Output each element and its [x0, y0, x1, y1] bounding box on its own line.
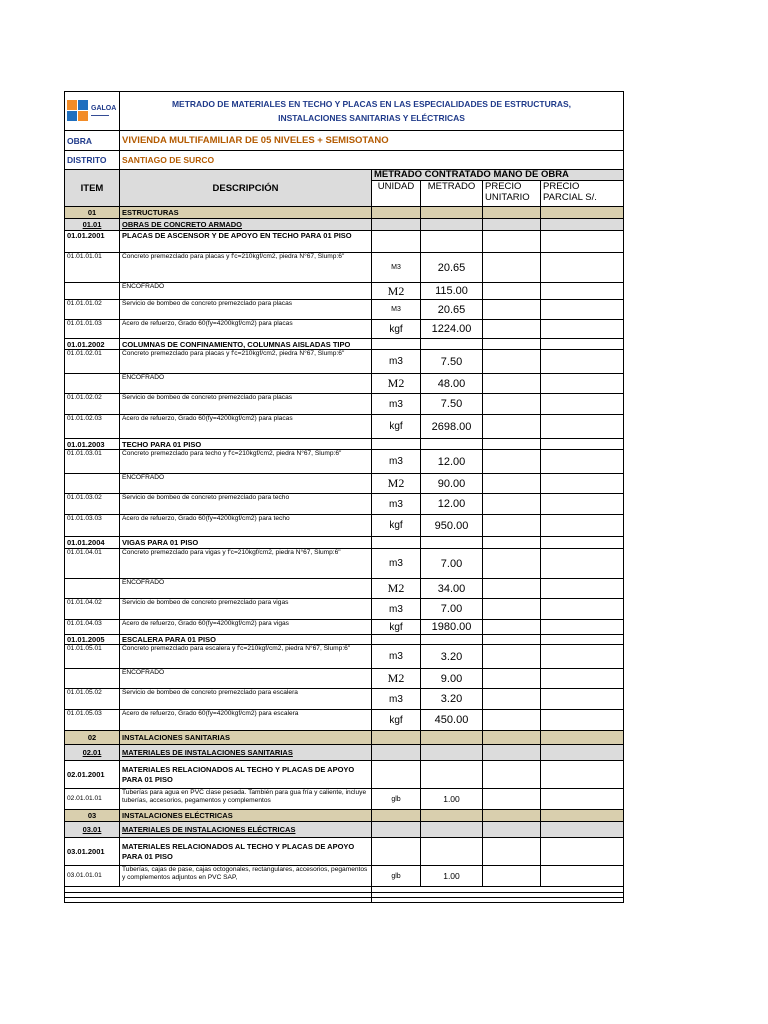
table-row — [65, 474, 624, 494]
table-row — [65, 689, 624, 710]
desc-cell: ENCOFRADO — [120, 283, 372, 300]
item-cell: 01.01.01.01 — [65, 253, 120, 283]
table-footer-row — [65, 898, 624, 903]
table-row — [65, 350, 624, 374]
item-cell: 01.01.02.01 — [65, 350, 120, 374]
qty-cell: 7.50 — [421, 394, 483, 415]
desc-cell: COLUMNAS DE CONFINAMIENTO, COLUMNAS AISLADAS TIPO — [120, 339, 372, 350]
table-row — [65, 374, 624, 394]
item-cell: 01.01.2003 — [65, 439, 120, 450]
distrito-label: DISTRITO — [65, 151, 120, 170]
qty-cell: 20.65 — [421, 300, 483, 320]
table-row — [65, 710, 624, 731]
unit-cell: M3 — [372, 253, 421, 283]
table-row — [65, 283, 624, 300]
table-row — [65, 731, 624, 745]
desc-cell: Concreto premezclado para escalera y f'c=210kgf/cm2, piedra N°67, Slump:6" — [120, 645, 372, 669]
desc-cell: Servicio de bombeo de concreto premezclado para escalera — [120, 689, 372, 710]
table-row — [65, 300, 624, 320]
item-cell: 01.01.05.02 — [65, 689, 120, 710]
item-cell: 02.01.2001 — [65, 761, 120, 789]
item-cell: 01.01.05.01 — [65, 645, 120, 669]
qty-cell: 7.00 — [421, 599, 483, 620]
desc-cell: ENCOFRADO — [120, 579, 372, 599]
logo-mark-icon — [67, 100, 89, 122]
desc-cell: MATERIALES RELACIONADOS AL TECHO Y PLACAS DE APOYO PARA 01 PISO — [120, 838, 372, 866]
item-cell: 03.01 — [65, 822, 120, 838]
item-cell: 03.01.01.01 — [65, 866, 120, 887]
table-row — [65, 822, 624, 838]
unit-cell: M2 — [372, 579, 421, 599]
qty-cell: 90.00 — [421, 474, 483, 494]
unit-cell: M3 — [372, 300, 421, 320]
item-header: ITEM — [65, 170, 120, 207]
desc-cell: INSTALACIONES SANITARIAS — [120, 731, 372, 745]
table-row — [65, 549, 624, 579]
table-row — [65, 599, 624, 620]
distrito-row — [65, 151, 624, 170]
qty-cell: 1.00 — [421, 866, 483, 887]
desc-cell: Concreto premezclado para placas y f'c=210kgf/cm2, piedra N°67, Slump:6" — [120, 350, 372, 374]
item-cell: 01.01.05.03 — [65, 710, 120, 731]
desc-cell: Servicio de bombeo de concreto premezclado para placas — [120, 394, 372, 415]
unit-cell: kgf — [372, 620, 421, 635]
table-row — [65, 745, 624, 761]
desc-cell: Servicio de bombeo de concreto premezclado para techo — [120, 494, 372, 515]
qty-cell: 1224.00 — [421, 320, 483, 339]
desc-cell: Acero de refuerzo, Grado 60(fy=4200kgf/cm2) para techo — [120, 515, 372, 537]
company-logo: GALOA ▬▬▬▬▬▬ — [67, 100, 117, 122]
desc-cell: ENCOFRADO — [120, 474, 372, 494]
desc-cell: Servicio de bombeo de concreto premezclado para vigas — [120, 599, 372, 620]
item-cell: 01.01.04.01 — [65, 549, 120, 579]
qty-cell: 12.00 — [421, 450, 483, 474]
group-header: METRADO CONTRATADO MANO DE OBRA — [372, 170, 624, 181]
qty-cell: 950.00 — [421, 515, 483, 537]
desc-cell: Concreto premezclado para techo y f'c=210kgf/cm2, piedra N°67, Slump:6" — [120, 450, 372, 474]
table-row — [65, 320, 624, 339]
desc-cell: Tuberías para agua en PVC clase pesada. También para gua fría y caliente, incluye tuberías, accesorios, pegamentos y complementos — [120, 789, 372, 810]
qty-cell: 9.00 — [421, 669, 483, 689]
item-cell: 01.01.01.02 — [65, 300, 120, 320]
item-cell: 03.01.2001 — [65, 838, 120, 866]
unit-cell: kgf — [372, 320, 421, 339]
table-row — [65, 231, 624, 253]
unit-cell: kgf — [372, 415, 421, 439]
table-row — [65, 253, 624, 283]
desc-cell: TECHO PARA 01 PISO — [120, 439, 372, 450]
title-row — [65, 92, 624, 131]
unit-cell: m3 — [372, 549, 421, 579]
desc-cell: VIGAS PARA 01 PISO — [120, 537, 372, 549]
table-row — [65, 838, 624, 866]
obra-value: VIVIENDA MULTIFAMILIAR DE 05 NIVELES + SEMISOTANO — [120, 131, 624, 151]
item-cell: 01 — [65, 207, 120, 219]
desc-cell: Acero de refuerzo, Grado 60(fy=4200kgf/cm2) para escalera — [120, 710, 372, 731]
title-line-1: METRADO DE MATERIALES EN TECHO Y PLACAS EN LAS ESPECIALIDADES DE ESTRUCTURAS, — [171, 99, 572, 109]
qty-cell: 450.00 — [421, 710, 483, 731]
unit-cell: m3 — [372, 494, 421, 515]
table-row — [65, 219, 624, 231]
qty-cell: 20.65 — [421, 253, 483, 283]
desc-cell: Acero de refuerzo, Grado 60(fy=4200kgf/cm2) para placas — [120, 415, 372, 439]
unit-cell: m3 — [372, 689, 421, 710]
table-row — [65, 669, 624, 689]
title-line-2: INSTALACIONES SANITARIAS Y ELÉCTRICAS — [278, 113, 465, 123]
unit-cell: m3 — [372, 394, 421, 415]
item-cell: 01.01.2005 — [65, 635, 120, 645]
desc-cell: MATERIALES DE INSTALACIONES SANITARIAS — [120, 745, 372, 761]
materials-sheet — [64, 91, 623, 903]
unit-cell: kgf — [372, 515, 421, 537]
qty-cell: 3.20 — [421, 645, 483, 669]
qty-cell: 1980.00 — [421, 620, 483, 635]
item-cell: 01.01.2002 — [65, 339, 120, 350]
table-row — [65, 635, 624, 645]
qty-cell: 115.00 — [421, 283, 483, 300]
item-cell: 01.01.04.03 — [65, 620, 120, 635]
desc-cell: OBRAS DE CONCRETO ARMADO — [120, 219, 372, 231]
metrado-header: METRADO — [421, 181, 483, 207]
metrado-table — [64, 91, 624, 903]
unit-cell: M2 — [372, 374, 421, 394]
unit-cell: glb — [372, 789, 421, 810]
desc-cell: MATERIALES DE INSTALACIONES ELÉCTRICAS — [120, 822, 372, 838]
unit-cell: m3 — [372, 645, 421, 669]
desc-cell: Acero de refuerzo, Grado 60(fy=4200kgf/cm2) para vigas — [120, 620, 372, 635]
qty-cell: 12.00 — [421, 494, 483, 515]
item-cell: 02.01.01.01 — [65, 789, 120, 810]
item-cell: 01.01.01.03 — [65, 320, 120, 339]
table-row — [65, 620, 624, 635]
table-row — [65, 394, 624, 415]
table-row — [65, 579, 624, 599]
item-cell: 01.01.2001 — [65, 231, 120, 253]
unit-cell: M2 — [372, 283, 421, 300]
document-title — [120, 92, 624, 131]
qty-cell: 7.50 — [421, 350, 483, 374]
table-row — [65, 645, 624, 669]
desc-cell: ESTRUCTURAS — [120, 207, 372, 219]
table-row — [65, 761, 624, 789]
table-row — [65, 450, 624, 474]
desc-cell: Tuberías, cajas de pase, cajas octogonales, rectangulares, accesorios, pegamentos y complementos adjuntos en PVC SAP, — [120, 866, 372, 887]
table-row — [65, 339, 624, 350]
qty-cell: 3.20 — [421, 689, 483, 710]
table-row — [65, 415, 624, 439]
item-cell: 01.01.04.02 — [65, 599, 120, 620]
item-cell: 01.01.03.02 — [65, 494, 120, 515]
obra-label: OBRA — [65, 131, 120, 151]
item-cell: 03 — [65, 810, 120, 822]
unit-cell: M2 — [372, 669, 421, 689]
item-cell: 01.01.2004 — [65, 537, 120, 549]
desc-cell: MATERIALES RELACIONADOS AL TECHO Y PLACAS DE APOYO PARA 01 PISO — [120, 761, 372, 789]
column-group-row — [65, 170, 624, 181]
item-cell: 01.01.03.01 — [65, 450, 120, 474]
table-row — [65, 789, 624, 810]
qty-cell: 2698.00 — [421, 415, 483, 439]
logo-cell — [65, 92, 120, 131]
qty-cell: 48.00 — [421, 374, 483, 394]
table-row — [65, 537, 624, 549]
item-cell: 01.01.02.03 — [65, 415, 120, 439]
precio-unitario-header: PRECIO UNITARIO — [483, 181, 541, 207]
precio-parcial-header: PRECIO PARCIAL S/. — [541, 181, 624, 207]
table-row — [65, 515, 624, 537]
descripcion-header: DESCRIPCIÓN — [120, 170, 372, 207]
desc-cell: ENCOFRADO — [120, 669, 372, 689]
desc-cell: Concreto premezclado para placas y f'c=210kgf/cm2, piedra N°67, Slump:6" — [120, 253, 372, 283]
desc-cell: INSTALACIONES ELÉCTRICAS — [120, 810, 372, 822]
qty-cell: 7.00 — [421, 549, 483, 579]
item-cell: 02 — [65, 731, 120, 745]
item-cell: 02.01 — [65, 745, 120, 761]
unit-cell: glb — [372, 866, 421, 887]
desc-cell: ESCALERA PARA 01 PISO — [120, 635, 372, 645]
item-cell: 01.01 — [65, 219, 120, 231]
desc-cell: Acero de refuerzo, Grado 60(fy=4200kgf/cm2) para placas — [120, 320, 372, 339]
unidad-header: UNIDAD — [372, 181, 421, 207]
table-row — [65, 439, 624, 450]
unit-cell: kgf — [372, 710, 421, 731]
unit-cell: m3 — [372, 350, 421, 374]
desc-cell: Concreto premezclado para vigas y f'c=210kgf/cm2, piedra N°67, Slump:6" — [120, 549, 372, 579]
obra-row — [65, 131, 624, 151]
unit-cell: m3 — [372, 599, 421, 620]
unit-cell: M2 — [372, 474, 421, 494]
desc-cell: ENCOFRADO — [120, 374, 372, 394]
table-row — [65, 866, 624, 887]
item-cell: 01.01.02.02 — [65, 394, 120, 415]
unit-cell: m3 — [372, 450, 421, 474]
distrito-value: SANTIAGO DE SURCO — [120, 151, 624, 170]
table-row — [65, 810, 624, 822]
qty-cell: 1.00 — [421, 789, 483, 810]
qty-cell: 34.00 — [421, 579, 483, 599]
desc-cell: PLACAS DE ASCENSOR Y DE APOYO EN TECHO PARA 01 PISO — [120, 231, 372, 253]
item-cell: 01.01.03.03 — [65, 515, 120, 537]
desc-cell: Servicio de bombeo de concreto premezclado para placas — [120, 300, 372, 320]
table-row — [65, 494, 624, 515]
logo-text: GALOA — [91, 105, 117, 112]
table-row — [65, 207, 624, 219]
